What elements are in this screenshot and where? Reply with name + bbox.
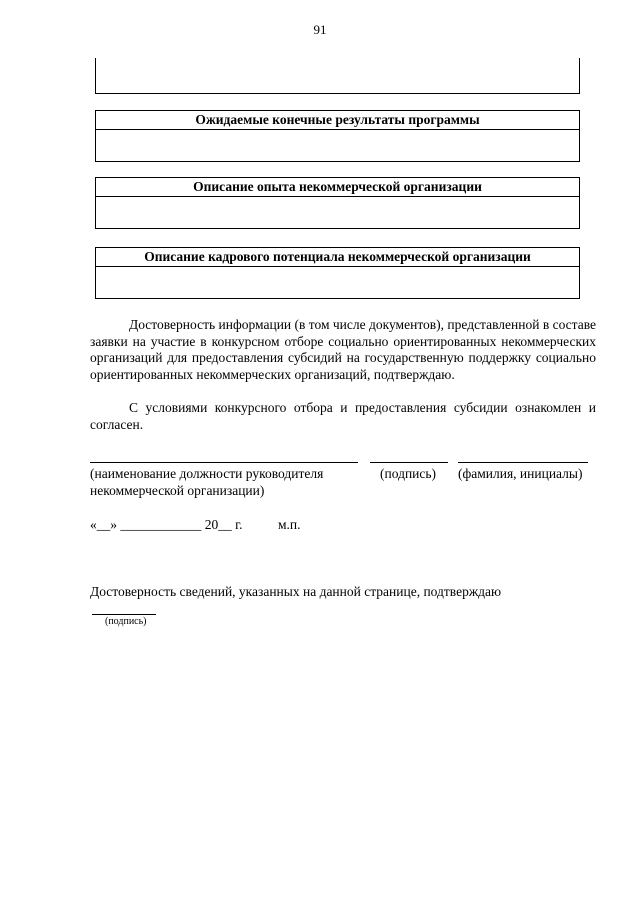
page-number: 91 [313,22,327,37]
name-label: (фамилия, инициалы) [458,466,583,481]
date-line: «__» ____________ 20__ г. [90,517,243,532]
confirm-sign-label: (подпись) [105,616,147,627]
confirm-signature-line [92,614,156,615]
stamp-place: м.п. [278,517,301,532]
confirm-text: Достоверность сведений, указанных на данной странице, подтверждаю [90,584,502,599]
name-signature-line [458,462,588,463]
section-title: Ожидаемые конечные результаты программы [96,111,579,130]
section-experience [95,177,580,229]
section-staff-potential [95,247,580,299]
statement-paragraph-1: Достоверность информации (в том числе документов), представленной в составе заявки на участие в конкурсном отборе социально ориентированных некоммерческих организаций для предоставления субсидий на государственную поддержку социально ориентированных некоммерческих организаций, подтверждаю. [90,317,597,382]
section-title: Описание опыта некоммерческой организации [96,178,579,197]
position-label: (наименование должности руководителя некоммерческой организации) [90,466,324,498]
previous-table-continuation [95,58,580,94]
position-signature-line [90,462,358,463]
sign-label: (подпись) [380,466,437,481]
section-expected-results [95,110,580,162]
statement-paragraph-2: С условиями конкурсного отбора и предоставления субсидии ознакомлен и согласен. [90,400,596,432]
signature-line [370,462,448,463]
section-title: Описание кадрового потенциала некоммерческой организации [96,248,579,267]
